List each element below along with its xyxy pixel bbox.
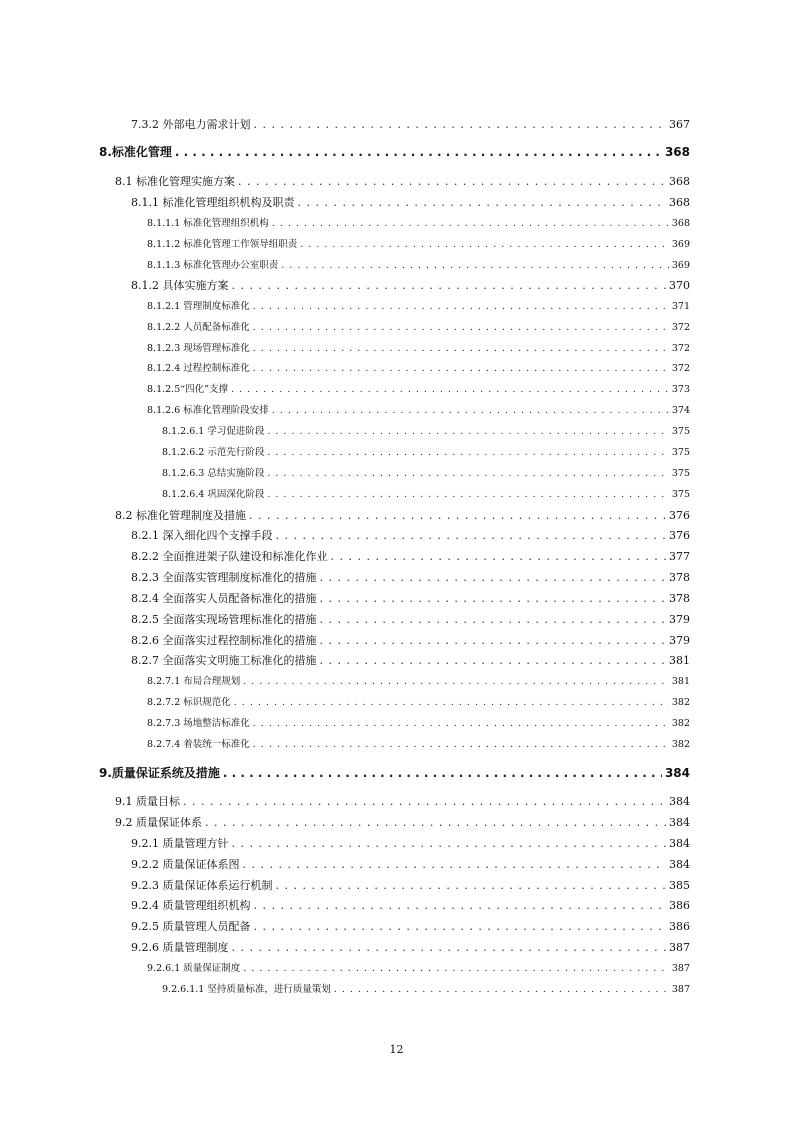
toc-entry[interactable] — [162, 424, 690, 440]
toc-entry[interactable] — [131, 857, 690, 873]
toc-entry-page: 378 — [669, 571, 690, 584]
toc-entry[interactable] — [147, 737, 690, 753]
dot-leader — [243, 674, 669, 690]
toc-entry-page: 385 — [669, 879, 690, 892]
toc-entry[interactable] — [147, 361, 690, 377]
toc-entry-page: 381 — [669, 654, 690, 667]
dot-leader — [276, 878, 667, 894]
dot-leader — [267, 424, 669, 440]
toc-entry-title: 8.1.2.6.2 示范先行阶段 — [162, 447, 265, 458]
toc-entry-title: 8.1.2 具体实施方案 — [131, 279, 229, 292]
toc-entry[interactable] — [131, 549, 690, 565]
toc-entry-page: 375 — [671, 468, 690, 479]
dot-leader — [319, 653, 666, 669]
dot-leader — [175, 144, 662, 160]
toc-entry-page: 375 — [671, 426, 690, 437]
toc-entry-page: 369 — [671, 260, 690, 271]
toc-entry-page: 387 — [671, 984, 690, 995]
toc-entry[interactable] — [131, 898, 690, 914]
toc-entry[interactable] — [147, 961, 690, 977]
toc-entry-title: 8.1.2.2 人员配备标准化 — [147, 322, 250, 333]
dot-leader — [272, 216, 669, 232]
toc-entry-page: 372 — [671, 343, 690, 354]
toc-entry-title: 8.1.1.2 标准化管理工作领导组职责 — [147, 239, 298, 250]
toc-entry[interactable] — [131, 878, 690, 894]
toc-entry[interactable] — [131, 195, 690, 211]
toc-entry[interactable] — [131, 633, 690, 649]
toc-entry-page: 369 — [671, 239, 690, 250]
page-number: 12 — [389, 1043, 404, 1056]
toc-entry-page: 377 — [669, 550, 690, 563]
toc-entry-title: 8.2 标准化管理制度及措施 — [115, 509, 246, 522]
toc-entry-title: 8.2.1 深入细化四个支撑手段 — [131, 529, 273, 542]
toc-entry-page: 379 — [669, 634, 690, 647]
dot-leader — [223, 765, 662, 781]
toc-entry[interactable] — [115, 508, 690, 524]
dot-leader — [281, 258, 669, 274]
toc-entry-title: 8.1.2.3 现场管理标准化 — [147, 343, 250, 354]
toc-entry[interactable] — [131, 653, 690, 669]
dot-leader — [253, 737, 669, 753]
dot-leader — [272, 403, 669, 419]
toc-entry-page: 368 — [671, 218, 690, 229]
toc-entry[interactable] — [131, 528, 690, 544]
toc-entry-page: 368 — [664, 145, 690, 159]
toc-entry-title: 8.1.2.6.3 总结实施阶段 — [162, 468, 265, 479]
toc-entry-title: 8.2.2 全面推进架子队建设和标准化作业 — [131, 550, 328, 563]
toc-entry-title: 9.2.6.1.1 坚持质量标准，进行质量策划 — [162, 984, 331, 995]
dot-leader — [267, 445, 669, 461]
toc-entry-title: 8.1.1.3 标准化管理办公室职责 — [147, 260, 279, 271]
dot-leader — [300, 237, 669, 253]
dot-leader — [319, 570, 666, 586]
toc-entry-title: 8.1.2.6 标准化管理阶段安排 — [147, 405, 269, 416]
dot-leader — [319, 591, 666, 607]
toc-entry-title: 9.2 质量保证体系 — [115, 816, 202, 829]
toc-entry-page: 370 — [669, 279, 690, 292]
toc-entry[interactable] — [162, 487, 690, 503]
toc-entry-title: 9.2.1 质量管理方针 — [131, 837, 229, 850]
toc-entry[interactable] — [147, 320, 690, 336]
toc-entry-title: 7.3.2 外部电力需求计划 — [131, 118, 251, 131]
toc-entry-page: 368 — [669, 175, 690, 188]
toc-entry-title: 8.标准化管理 — [99, 145, 172, 159]
toc-entry-title: 9.1 质量目标 — [115, 795, 180, 808]
toc-entry-title: 8.2.7.1 布局合理规划 — [147, 676, 241, 687]
dot-leader — [298, 195, 667, 211]
toc-entry-title: 8.2.4 全面落实人员配备标准化的措施 — [131, 592, 317, 605]
toc-entry-page: 368 — [669, 196, 690, 209]
toc-entry[interactable] — [131, 612, 690, 628]
toc-entry-page: 376 — [669, 509, 690, 522]
dot-leader — [253, 320, 669, 336]
toc-entry-title: 9.2.6 质量管理制度 — [131, 941, 229, 954]
toc-entry-title: 9.2.3 质量保证体系运行机制 — [131, 879, 273, 892]
toc-entry-title: 8.2.7.4 着装统一标准化 — [147, 739, 250, 750]
dot-leader — [253, 361, 669, 377]
toc-entry-page: 375 — [671, 447, 690, 458]
toc-entry-page: 379 — [669, 613, 690, 626]
toc-entry-title: 8.2.3 全面落实管理制度标准化的措施 — [131, 571, 317, 584]
toc-entry-title: 9.质量保证系统及措施 — [99, 766, 220, 780]
toc-entry[interactable] — [147, 403, 690, 419]
toc-entry[interactable] — [147, 674, 690, 690]
toc-entry-page: 384 — [664, 766, 690, 780]
toc-entry-title: 8.1 标准化管理实施方案 — [115, 175, 235, 188]
toc-entry-page: 384 — [669, 816, 690, 829]
dot-leader — [232, 940, 667, 956]
toc-entry[interactable] — [147, 216, 690, 232]
toc-entry-title: 8.1.2.6.1 学习促进阶段 — [162, 426, 265, 437]
toc-entry[interactable] — [147, 382, 690, 398]
toc-entry-page: 382 — [671, 739, 690, 750]
dot-leader — [253, 716, 669, 732]
toc-entry[interactable] — [147, 299, 690, 315]
toc-entry[interactable] — [99, 144, 690, 160]
toc-entry-title: 8.2.5 全面落实现场管理标准化的措施 — [131, 613, 317, 626]
dot-leader — [334, 982, 669, 998]
toc-entry-title: 9.2.4 质量管理组织机构 — [131, 899, 251, 912]
toc-entry[interactable] — [162, 982, 690, 998]
toc-entry-page: 367 — [669, 118, 690, 131]
dot-leader — [238, 174, 666, 190]
toc-entry-page: 372 — [671, 322, 690, 333]
toc-entry[interactable] — [131, 278, 690, 294]
toc-entry[interactable] — [147, 237, 690, 253]
toc-entry-title: 8.1.2.6.4 巩固深化阶段 — [162, 489, 265, 500]
toc-entry[interactable] — [115, 815, 690, 831]
dot-leader — [253, 341, 669, 357]
dot-leader — [231, 382, 669, 398]
toc-entry[interactable] — [131, 940, 690, 956]
toc-entry[interactable] — [131, 591, 690, 607]
dot-leader — [243, 961, 669, 977]
toc-entry-title: 8.1.1.1 标准化管理组织机构 — [147, 218, 269, 229]
toc-entry-page: 382 — [671, 718, 690, 729]
toc-entry-page: 384 — [669, 837, 690, 850]
dot-leader — [276, 528, 667, 544]
dot-leader — [254, 117, 667, 133]
toc-entry[interactable] — [147, 695, 690, 711]
toc-entry-title: 8.2.7.3 场地整洁标准化 — [147, 718, 250, 729]
toc-entry-title: 9.2.2 质量保证体系图 — [131, 858, 240, 871]
toc-entry[interactable] — [131, 570, 690, 586]
toc-entry-title: 8.1.2.1 管理制度标准化 — [147, 301, 250, 312]
toc-entry-page: 384 — [669, 795, 690, 808]
toc-entry-page: 375 — [671, 489, 690, 500]
toc-entry-page: 376 — [669, 529, 690, 542]
toc-entry-title: 9.2.5 质量管理人员配备 — [131, 920, 251, 933]
dot-leader — [183, 794, 666, 810]
toc-entry-title: 8.2.6 全面落实过程控制标准化的措施 — [131, 634, 317, 647]
toc-entry-title: 9.2.6.1 质量保证制度 — [147, 963, 241, 974]
toc-entry-page: 373 — [671, 384, 690, 395]
dot-leader — [249, 508, 666, 524]
dot-leader — [330, 549, 666, 565]
toc-entry-title: 8.2.7.2 标识规范化 — [147, 697, 231, 708]
dot-leader — [319, 612, 666, 628]
toc-entry-title: 8.2.7 全面落实文明施工标准化的措施 — [131, 654, 317, 667]
dot-leader — [232, 836, 667, 852]
toc-entry-page: 372 — [671, 363, 690, 374]
toc-entry-page: 374 — [671, 405, 690, 416]
dot-leader — [267, 487, 669, 503]
toc-entry[interactable] — [147, 716, 690, 732]
dot-leader — [254, 898, 667, 914]
toc-entry[interactable] — [99, 765, 690, 781]
dot-leader — [253, 299, 669, 315]
dot-leader — [205, 815, 666, 831]
toc-entry[interactable] — [131, 836, 690, 852]
toc-entry-page: 378 — [669, 592, 690, 605]
toc-entry[interactable] — [115, 174, 690, 190]
toc-entry-page: 381 — [671, 676, 690, 687]
toc-entry[interactable] — [131, 919, 690, 935]
dot-leader — [232, 278, 667, 294]
toc-entry-title: 8.1.2.5“四化”支撑 — [147, 384, 228, 395]
toc-entry-page: 387 — [671, 963, 690, 974]
dot-leader — [267, 466, 669, 482]
toc-entry-page: 371 — [671, 301, 690, 312]
dot-leader — [319, 633, 666, 649]
toc-entry-page: 386 — [669, 920, 690, 933]
toc-entry[interactable] — [147, 341, 690, 357]
toc-entry[interactable] — [131, 117, 690, 133]
toc-entry[interactable] — [115, 794, 690, 810]
dot-leader — [243, 857, 667, 873]
toc-entry[interactable] — [162, 445, 690, 461]
dot-leader — [234, 695, 669, 711]
toc-entry[interactable] — [162, 466, 690, 482]
toc-entry-page: 387 — [669, 941, 690, 954]
toc-entry-page: 386 — [669, 899, 690, 912]
dot-leader — [254, 919, 667, 935]
toc-entry-page: 382 — [671, 697, 690, 708]
toc-entry-page: 384 — [669, 858, 690, 871]
toc-entry-title: 8.1.2.4 过程控制标准化 — [147, 363, 250, 374]
toc-entry-title: 8.1.1 标准化管理组织机构及职责 — [131, 196, 295, 209]
toc-entry[interactable] — [147, 258, 690, 274]
